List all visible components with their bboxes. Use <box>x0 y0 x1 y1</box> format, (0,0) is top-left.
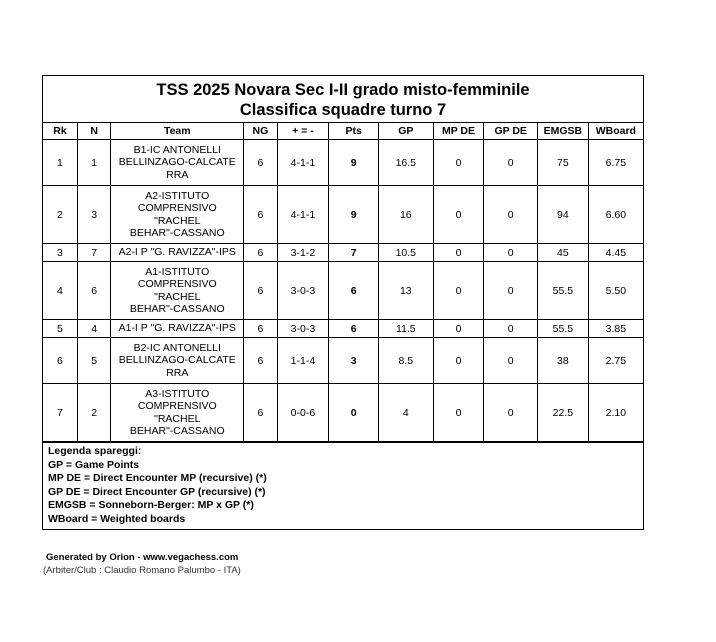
team-name-line: COMPRENSIVO <box>137 202 217 214</box>
legend-item: WBoard = Weighted boards <box>48 512 186 525</box>
table-row <box>43 320 643 338</box>
column-header: GP <box>378 123 433 140</box>
cell-gpde: 0 <box>484 320 538 338</box>
legend-title: Legenda spareggi: <box>48 445 142 457</box>
cell-gp: 10.5 <box>378 244 433 262</box>
cell-gp: 4 <box>378 384 433 442</box>
page-title <box>43 76 643 123</box>
cell-mpde: 0 <box>433 186 484 244</box>
cell-emgsb: 75 <box>538 140 589 186</box>
table-header-row <box>43 123 643 140</box>
cell-wdl: 3-1-2 <box>277 244 329 262</box>
cell-wboard: 3.85 <box>588 320 643 338</box>
cell-gp: 16 <box>378 186 433 244</box>
cell-mpde: 0 <box>433 140 484 186</box>
cell-mpde: 0 <box>433 320 484 338</box>
cell-gp: 16.5 <box>378 140 433 186</box>
cell-rk: 1 <box>43 140 77 186</box>
footer <box>43 551 241 577</box>
cell-wdl: 3-0-3 <box>277 320 329 338</box>
column-header: N <box>77 123 110 140</box>
team-name-line: A3-ISTITUTO <box>145 387 210 400</box>
cell-rk: 4 <box>43 262 77 320</box>
cell-mpde: 0 <box>433 384 484 442</box>
cell-wboard: 4.45 <box>588 244 643 262</box>
team-name-line: A1-I P "G. RAVIZZA"-IPS <box>118 322 236 335</box>
team-name-line: RRA <box>166 366 189 379</box>
cell-pts: 6 <box>329 262 379 320</box>
cell-ng: 6 <box>244 384 277 442</box>
team-name-line: BELLINZAGO-CALCATE <box>118 354 236 367</box>
team-name-line: BEHAR"-CASSANO <box>129 227 225 239</box>
team-name-line: BELLINZAGO-CALCATE <box>118 156 236 169</box>
team-name-line: BEHAR"-CASSANO <box>129 425 225 437</box>
table-row <box>43 186 643 244</box>
generated-by-text: Generated by Orion - www.vegachess.com <box>46 552 239 563</box>
team-name-line: B1-IC ANTONELLI <box>133 143 221 156</box>
cell-n: 7 <box>77 244 110 262</box>
cell-wboard: 6.75 <box>588 140 643 186</box>
cell-ng: 6 <box>244 262 277 320</box>
team-name-cell <box>111 140 244 186</box>
cell-gpde: 0 <box>484 338 538 384</box>
cell-ng: 6 <box>244 320 277 338</box>
column-header: Team <box>111 123 244 140</box>
table-row <box>43 244 643 262</box>
column-header: + = - <box>277 123 329 140</box>
cell-n: 3 <box>77 186 110 244</box>
cell-mpde: 0 <box>433 262 484 320</box>
column-header: MP DE <box>433 123 484 140</box>
legend-item: EMGSB = Sonneborn-Berger: MP x GP (*) <box>48 499 254 511</box>
cell-rk: 5 <box>43 320 77 338</box>
cell-wboard: 6.60 <box>588 186 643 244</box>
cell-emgsb: 22.5 <box>538 384 589 442</box>
table-row <box>43 338 643 384</box>
team-name-cell <box>111 384 244 442</box>
cell-pts: 9 <box>329 140 379 186</box>
cell-wboard: 5.50 <box>588 262 643 320</box>
cell-wdl: 4-1-1 <box>277 186 329 244</box>
cell-emgsb: 55.5 <box>538 262 589 320</box>
team-name-line: COMPRENSIVO <box>137 278 217 290</box>
table-body <box>43 140 643 442</box>
team-name-line: A1-ISTITUTO <box>145 265 210 278</box>
cell-emgsb: 38 <box>538 338 589 384</box>
cell-wdl: 4-1-1 <box>277 140 329 186</box>
cell-wdl: 1-1-4 <box>277 338 329 384</box>
team-name-line: "RACHEL <box>154 412 201 425</box>
legend-item: MP DE = Direct Encounter MP (recursive) (*) <box>48 472 267 484</box>
table-row <box>43 384 643 442</box>
cell-gpde: 0 <box>484 384 538 442</box>
column-header: EMGSB <box>538 123 589 140</box>
team-name-line: COMPRENSIVO <box>137 400 217 412</box>
cell-pts: 7 <box>329 244 379 262</box>
cell-pts: 9 <box>329 186 379 244</box>
cell-mpde: 0 <box>433 338 484 384</box>
cell-ng: 6 <box>244 338 277 384</box>
cell-pts: 0 <box>329 384 379 442</box>
team-name-line: "RACHEL <box>154 290 201 303</box>
column-header: GP DE <box>484 123 538 140</box>
cell-wdl: 0-0-6 <box>277 384 329 442</box>
team-name-cell <box>111 244 244 262</box>
column-header: Pts <box>329 123 379 140</box>
cell-ng: 6 <box>244 244 277 262</box>
tiebreak-legend <box>43 442 643 529</box>
table-row <box>43 262 643 320</box>
cell-rk: 7 <box>43 384 77 442</box>
cell-wboard: 2.10 <box>588 384 643 442</box>
column-header: WBoard <box>588 123 643 140</box>
legend-item: GP = Game Points <box>48 458 140 471</box>
column-header: Rk <box>43 123 77 140</box>
cell-rk: 3 <box>43 244 77 262</box>
title-line-1: TSS 2025 Novara Sec I-II grado misto-femminile <box>156 81 530 99</box>
title-line-2: Classifica squadre turno 7 <box>239 101 447 119</box>
cell-wdl: 3-0-3 <box>277 262 329 320</box>
cell-emgsb: 94 <box>538 186 589 244</box>
legend-item: GP DE = Direct Encounter GP (recursive) (*) <box>48 485 266 498</box>
team-name-line: BEHAR"-CASSANO <box>129 303 225 315</box>
team-name-line: B2-IC ANTONELLI <box>133 341 221 354</box>
team-name-cell <box>111 262 244 320</box>
cell-emgsb: 45 <box>538 244 589 262</box>
cell-gp: 13 <box>378 262 433 320</box>
cell-pts: 3 <box>329 338 379 384</box>
cell-ng: 6 <box>244 186 277 244</box>
column-header: NG <box>244 123 277 140</box>
cell-n: 4 <box>77 320 110 338</box>
arbiter-text: (Arbiter/Club : Claudio Romano Palumbo - ITA) <box>43 565 241 576</box>
cell-rk: 2 <box>43 186 77 244</box>
team-name-line: A2-ISTITUTO <box>145 189 210 202</box>
cell-gp: 8.5 <box>378 338 433 384</box>
cell-gp: 11.5 <box>378 320 433 338</box>
cell-gpde: 0 <box>484 140 538 186</box>
cell-pts: 6 <box>329 320 379 338</box>
cell-gpde: 0 <box>484 186 538 244</box>
team-name-cell <box>111 320 244 338</box>
team-name-line: "RACHEL <box>154 214 201 227</box>
cell-ng: 6 <box>244 140 277 186</box>
cell-n: 2 <box>77 384 110 442</box>
cell-gpde: 0 <box>484 244 538 262</box>
standings-table <box>43 123 643 442</box>
standings-sheet <box>42 75 644 530</box>
cell-n: 5 <box>77 338 110 384</box>
team-name-line: A2-I P "G. RAVIZZA"-IPS <box>118 246 236 259</box>
cell-gpde: 0 <box>484 262 538 320</box>
cell-n: 6 <box>77 262 110 320</box>
cell-wboard: 2.75 <box>588 338 643 384</box>
team-name-cell <box>111 338 244 384</box>
team-name-cell <box>111 186 244 244</box>
cell-rk: 6 <box>43 338 77 384</box>
cell-n: 1 <box>77 140 110 186</box>
table-row <box>43 140 643 186</box>
cell-mpde: 0 <box>433 244 484 262</box>
cell-emgsb: 55.5 <box>538 320 589 338</box>
team-name-line: RRA <box>166 168 189 181</box>
